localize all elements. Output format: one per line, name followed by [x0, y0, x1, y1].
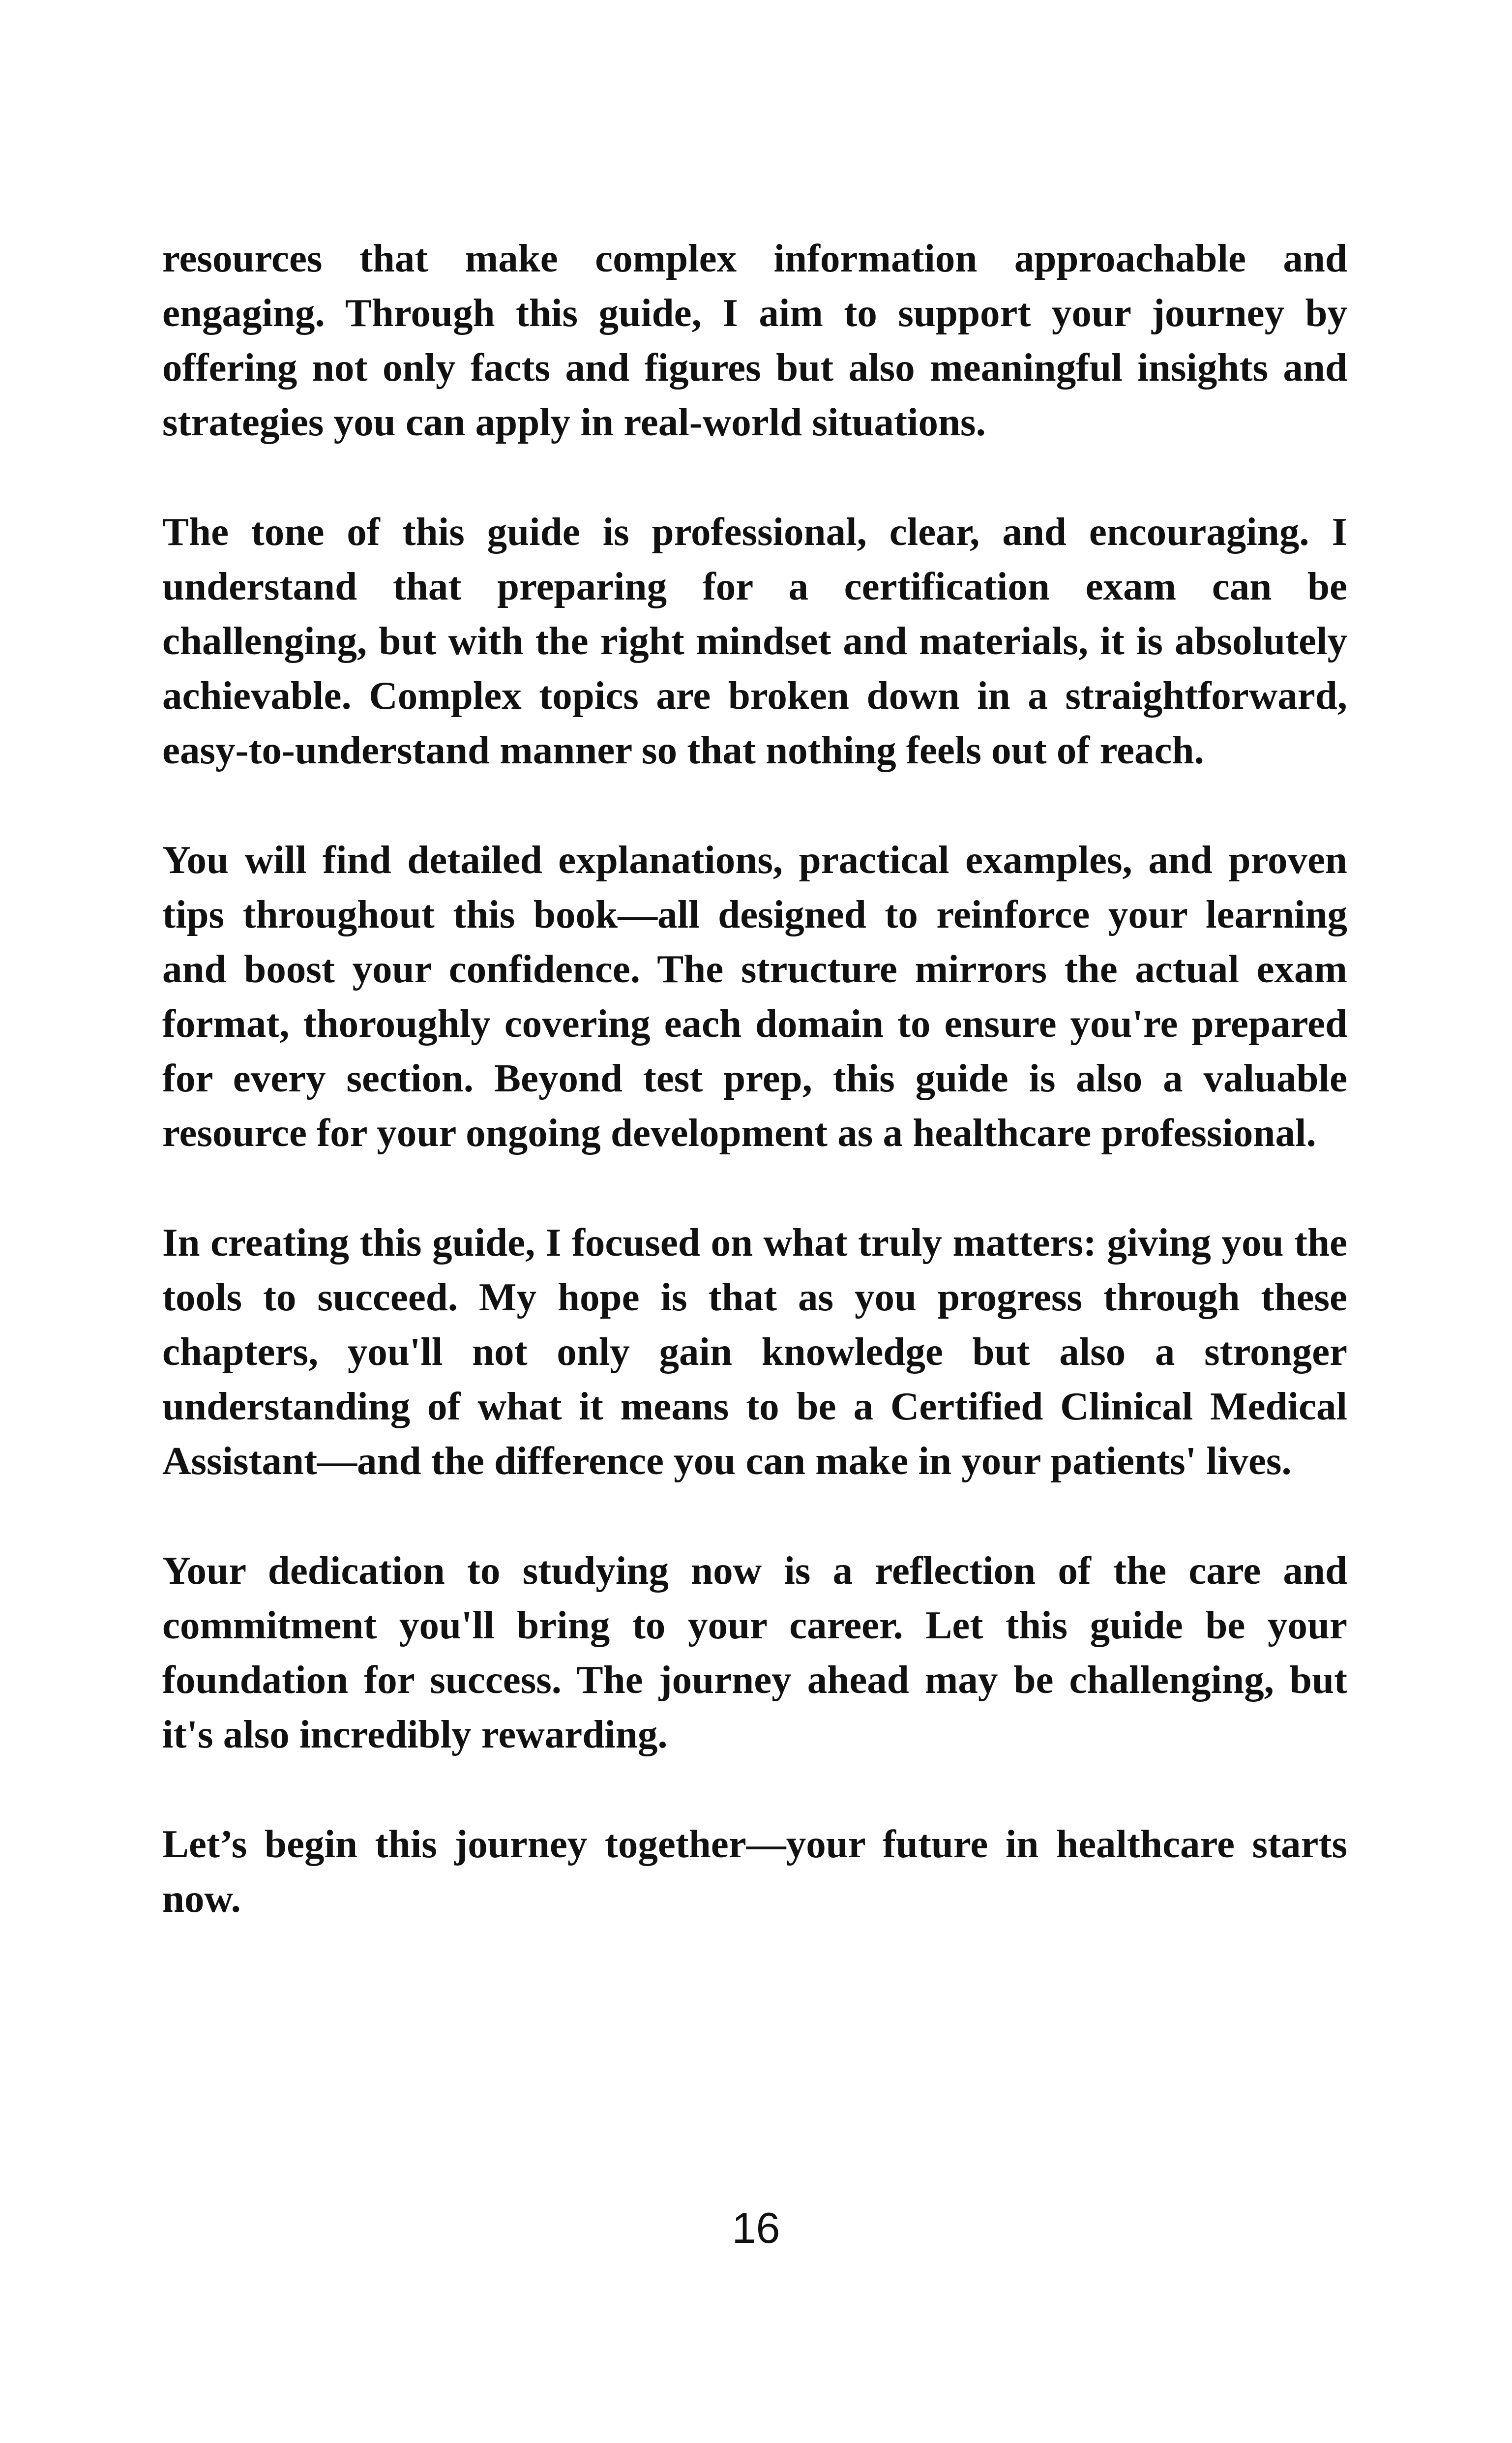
paragraph: Let’s begin this journey together—your future in healthcare starts now.: [162, 1822, 1347, 1921]
paragraph: In creating this guide, I focused on what truly matters: giving you the tools to succeed. My hope is that as you progress through these chapters, you'll not only gain knowledge but also a stronger understanding of what it means to be a Certified Clinical Medical Assistant—and the difference you can make in your patients' lives.: [162, 1220, 1347, 1483]
paragraph: resources that make complex information approachable and engaging. Through this guide, I aim to support your journey by offering not only facts and figures but also meaningful insights and strategies you can apply in real-world situations.: [162, 236, 1347, 444]
paragraph: You will find detailed explanations, practical examples, and proven tips throughout this book—all designed to reinforce your learning and boost your confidence. The structure mirrors the actual exam format, thoroughly covering each domain to ensure you're prepared for every section. Beyond test prep, this guide is also a valuable resource for your ongoing development as a healthcare professional.: [162, 838, 1347, 1155]
paragraph: Your dedication to studying now is a reflection of the care and commitment you'll bring to your career. Let this guide be your foundation for success. The journey ahead may be challenging, but it's also incredibly rewarding.: [162, 1548, 1347, 1756]
page-number: 16: [732, 2203, 780, 2252]
paragraph: The tone of this guide is professional, clear, and encouraging. I understand that preparing for a certification exam can be challenging, but with the right mindset and materials, it is absolutely achievable. Complex topics are broken down in a straightforward, easy-to-understand manner so that nothing feels out of reach.: [162, 510, 1347, 772]
body-text: [162, 231, 1347, 1981]
